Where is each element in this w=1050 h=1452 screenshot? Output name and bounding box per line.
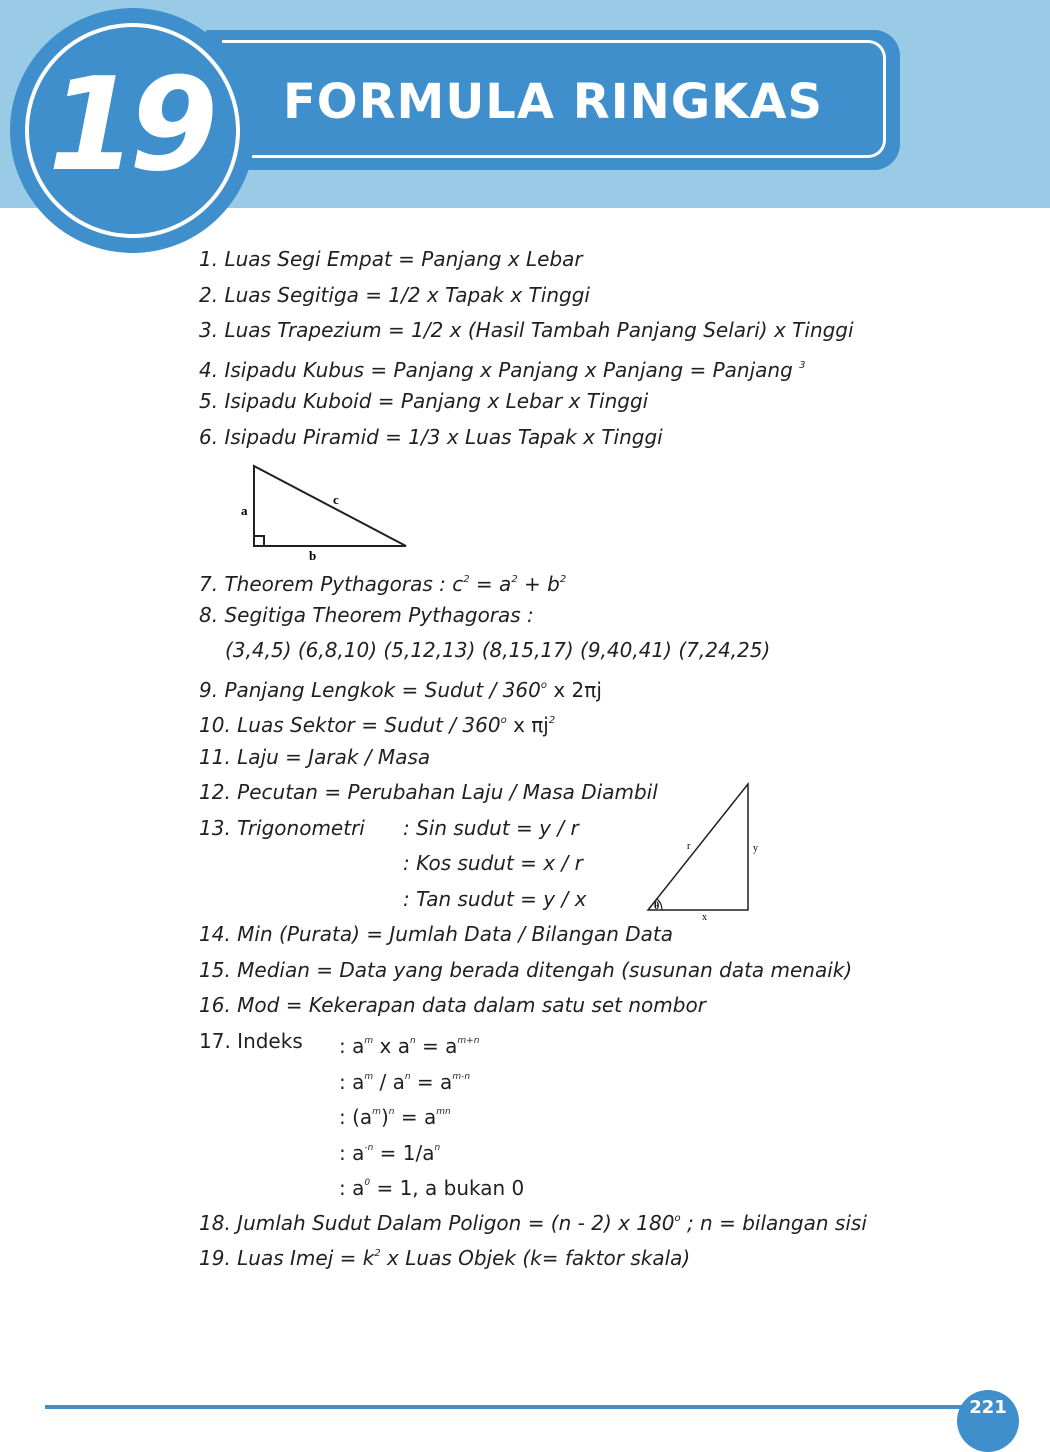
formula-7-sup-b: 2 xyxy=(559,574,567,585)
formula-3: 3. Luas Trapezium = 1/2 x (Hasil Tambah Panjang Selari) x Tinggi xyxy=(199,318,854,342)
formula-7-sup-a: 2 xyxy=(511,574,518,585)
indeks-5-e: 0 xyxy=(364,1178,371,1188)
formula-18 xyxy=(199,1206,867,1235)
indeks-1-n: n xyxy=(409,1036,416,1046)
triangle-shape xyxy=(254,466,406,546)
indeks-4-b: = 1/a xyxy=(373,1141,435,1165)
side-b-label: b xyxy=(309,548,317,563)
indeks-1-m: m xyxy=(364,1036,374,1046)
indeks-4-n: n xyxy=(434,1143,441,1153)
formula-1: 1. Luas Segi Empat = Panjang x Lebar xyxy=(199,247,583,271)
formula-7-text: 7. Theorem Pythagoras : c xyxy=(199,572,464,596)
formula-14: 14. Min (Purata) = Jumlah Data / Bilangan Data xyxy=(199,922,674,946)
formula-19-sup: 2 xyxy=(374,1248,381,1259)
indeks-5-b: = 1, a bukan 0 xyxy=(370,1176,525,1200)
formula-7-mid1: = a xyxy=(469,572,512,596)
formula-13-label: 13. Trigonometri xyxy=(199,816,365,840)
formula-7-sup-c: 2 xyxy=(463,574,470,585)
indeks-rule-5 xyxy=(339,1170,525,1200)
page-title: FORMULA RINGKAS xyxy=(283,74,824,130)
formula-10-sup: 2 xyxy=(548,715,556,726)
formula-19-tail: x Luas Objek (k= faktor skala) xyxy=(380,1246,691,1270)
formula-11: 11. Laju = Jarak / Masa xyxy=(199,745,431,769)
indeks-3-b: ) xyxy=(380,1105,389,1129)
formula-5: 5. Isipadu Kuboid = Panjang x Lebar x Tinggi xyxy=(199,389,649,413)
indeks-rule-3 xyxy=(339,1099,451,1129)
indeks-2-n: n xyxy=(404,1072,411,1082)
indeks-1-a: : a xyxy=(339,1034,365,1058)
formula-13-tan: : Tan sudut = y / x xyxy=(403,887,587,911)
indeks-3-a: : (a xyxy=(339,1105,373,1129)
formula-13-kos: : Kos sudut = x / r xyxy=(403,851,583,875)
indeks-2-c: = a xyxy=(410,1070,453,1094)
formula-4-sup: 3 xyxy=(799,360,806,371)
side-y-label: y xyxy=(753,843,758,854)
pythagoras-triangle-diagram xyxy=(234,460,414,564)
formula-19-text: 19. Luas Imej = k xyxy=(199,1246,375,1270)
indeks-rule-4 xyxy=(339,1135,441,1165)
formula-7 xyxy=(199,567,567,596)
formula-10-tail: x πj xyxy=(506,713,549,737)
formula-4-text: 4. Isipadu Kubus = Panjang x Panjang x Panjang = Panjang xyxy=(199,358,793,382)
side-r-label: r xyxy=(687,841,691,852)
formula-17-label: 17. Indeks xyxy=(199,1029,303,1053)
page-number: 221 xyxy=(969,1397,1007,1418)
formula-9 xyxy=(199,673,602,702)
indeks-3-m: m xyxy=(372,1107,381,1117)
formula-10 xyxy=(199,708,556,737)
indeks-2-b: / a xyxy=(373,1070,405,1094)
formula-9-deg: o xyxy=(540,680,547,691)
indeks-2-m: m xyxy=(364,1072,374,1082)
indeks-1-c: = a xyxy=(415,1034,458,1058)
formula-16: 16. Mod = Kekerapan data dalam satu set nombor xyxy=(199,993,706,1017)
indeks-2-e: m-n xyxy=(452,1072,471,1082)
footer-rule xyxy=(45,1405,965,1409)
formula-6: 6. Isipadu Piramid = 1/3 x Luas Tapak x Tinggi xyxy=(199,425,663,449)
formula-18-text: 18. Jumlah Sudut Dalam Poligon = (n - 2) x 180 xyxy=(199,1211,675,1235)
formula-10-deg: o xyxy=(500,715,507,726)
indeks-3-n: n xyxy=(388,1107,395,1117)
formula-18-deg: o xyxy=(674,1213,681,1224)
chapter-number: 19 xyxy=(48,51,211,200)
formula-19 xyxy=(199,1241,691,1270)
theta-label: θ xyxy=(654,901,660,912)
side-c-label: c xyxy=(333,492,339,507)
indeks-1-b: x a xyxy=(373,1034,410,1058)
formula-8-triples: (3,4,5) (6,8,10) (5,12,13) (8,15,17) (9,40,41) (7,24,25) xyxy=(225,638,771,662)
side-a-label: a xyxy=(241,503,248,518)
indeks-1-e: m+n xyxy=(457,1036,480,1046)
formula-18-tail: ; n = bilangan sisi xyxy=(680,1211,867,1235)
indeks-rule-1 xyxy=(339,1028,480,1058)
formula-2: 2. Luas Segitiga = 1/2 x Tapak x Tinggi xyxy=(199,283,590,307)
right-angle-marker xyxy=(254,536,264,546)
indeks-5-a: : a xyxy=(339,1176,365,1200)
indeks-2-a: : a xyxy=(339,1070,365,1094)
indeks-4-a: : a xyxy=(339,1141,365,1165)
trigonometry-triangle-diagram xyxy=(640,778,770,923)
formula-12: 12. Pecutan = Perubahan Laju / Masa Diambil xyxy=(199,780,658,804)
trig-triangle-shape xyxy=(648,784,748,910)
side-x-label: x xyxy=(702,912,707,923)
indeks-4-e: -n xyxy=(364,1143,374,1153)
formula-9-text: 9. Panjang Lengkok = Sudut / 360 xyxy=(199,678,541,702)
formula-10-text: 10. Luas Sektor = Sudut / 360 xyxy=(199,713,501,737)
indeks-rule-2 xyxy=(339,1064,471,1094)
formula-15: 15. Median = Data yang berada ditengah (susunan data menaik) xyxy=(199,958,853,982)
indeks-3-e: mn xyxy=(436,1107,451,1117)
formula-9-tail: x 2πj xyxy=(547,678,602,702)
formula-7-mid2: + b xyxy=(517,572,560,596)
indeks-3-c: = a xyxy=(394,1105,437,1129)
formula-13-sin: : Sin sudut = y / r xyxy=(403,816,579,840)
formula-4 xyxy=(199,353,806,382)
formula-8: 8. Segitiga Theorem Pythagoras : xyxy=(199,603,534,627)
